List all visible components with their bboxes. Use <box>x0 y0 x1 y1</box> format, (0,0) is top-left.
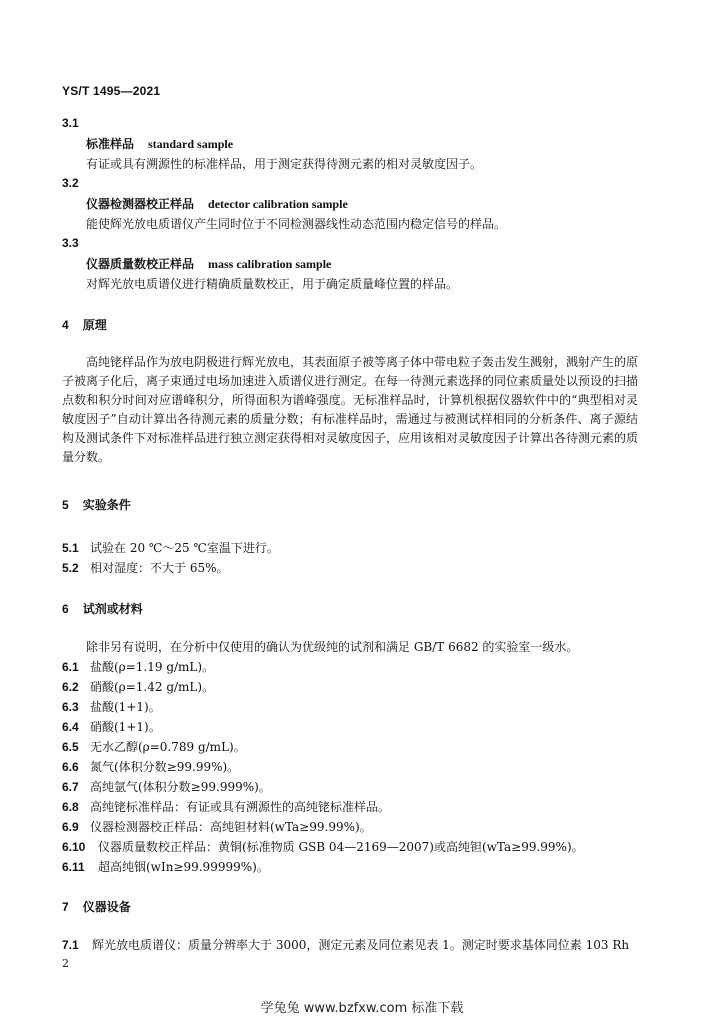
term-number: 3.1 <box>62 116 79 130</box>
standard-number-header: YS/T 1495—2021 <box>62 84 161 98</box>
section-number: 4 <box>62 318 69 332</box>
item-number: 6.9 <box>62 820 79 834</box>
term-en: mass calibration sample <box>208 257 332 271</box>
item-text: 仪器检测器校正样品：高纯钽材料(wTa≥99.99%)。 <box>90 820 372 834</box>
item-text: 超高纯铟(wIn≥99.99999%)。 <box>98 860 269 874</box>
term-en: detector calibration sample <box>208 197 348 211</box>
section-number: 6 <box>62 602 69 616</box>
list-item <box>62 758 239 775</box>
section-intro: 除非另有说明，在分析中仅使用的确认为优级纯的试剂和满足 GB/T 6682 的实验室一级水。 <box>86 640 579 654</box>
item-number: 6.4 <box>62 720 79 734</box>
list-item <box>62 698 161 715</box>
item-number: 5.1 <box>62 541 79 555</box>
list-item <box>62 798 390 815</box>
item-text: 硝酸(ρ=1.42 g/mL)。 <box>90 680 215 694</box>
item-text: 高纯铑标准样品：有证或具有溯源性的高纯铑标准样品。 <box>90 800 391 814</box>
section-number: 5 <box>62 498 69 512</box>
item-number: 6.6 <box>62 760 79 774</box>
section-heading <box>62 496 131 513</box>
page-number: 2 <box>62 957 69 970</box>
item-number: 6.2 <box>62 680 79 694</box>
item-text: 试验在 20 ℃～25 ℃室温下进行。 <box>90 541 279 555</box>
list-item <box>62 818 372 835</box>
list-item <box>62 658 214 675</box>
item-text: 辉光放电质谱仪：质量分辨率大于 3000，测定元素及同位素见表 1。测定时要求基体同位素 103 Rh <box>92 938 630 952</box>
item-number: 6.5 <box>62 740 79 754</box>
item-number: 7.1 <box>62 938 79 952</box>
item-number: 6.7 <box>62 780 79 794</box>
section-title: 试剂或材料 <box>82 602 143 616</box>
term-cn: 仪器检测器校正样品 <box>86 197 195 211</box>
term-title <box>86 135 233 152</box>
list-item <box>62 838 584 855</box>
list-item <box>62 718 161 735</box>
list-item <box>62 738 246 755</box>
term-definition: 能使辉光放电质谱仪产生同时位于不同检测器线性动态范围内稳定信号的样品。 <box>86 217 507 231</box>
item-text: 无水乙醇(ρ=0.789 g/mL)。 <box>90 740 246 754</box>
principle-paragraph: 高纯铑样品作为放电阴极进行辉光放电，其表面原子被等离子体中带电粒子轰击发生溅射，溅射产生的原子被离子化后，离子束通过电场加速进入质谱仪进行测定。在每一待测元素选择的同位素质量处以预设的扫描点数和积分时间对应谱峰积分，所得面积为谱峰强度。无标准样品时，计算机根据仪器软件中的“典型相对灵敏度因子”自动计算出各待测元素的质量分数；有标准样品时，需通过与被测试样相同的分析条件、离子源结构及测试条件下对标准样品进行独立测定获得相对灵敏度因子，应用该相对灵敏度因子计算出各待测元素的质量分数。 <box>62 355 639 464</box>
term-number: 3.2 <box>62 176 79 190</box>
section-heading <box>62 898 131 915</box>
section-heading <box>62 600 143 617</box>
item-number: 6.1 <box>62 660 79 674</box>
item-text: 盐酸(1+1)。 <box>90 700 161 714</box>
item-text: 相对湿度：不大于 65%。 <box>90 561 229 575</box>
item-text: 盐酸(ρ=1.19 g/mL)。 <box>90 660 215 674</box>
list-item <box>62 559 229 576</box>
term-title <box>86 195 348 212</box>
item-number: 5.2 <box>62 561 79 575</box>
section-title: 实验条件 <box>82 498 131 512</box>
footer-watermark: 学兔兔 www.bzfxw.com 标准下载 <box>260 1001 464 1016</box>
list-item <box>62 539 279 556</box>
item-number: 6.3 <box>62 700 79 714</box>
term-cn: 仪器质量数校正样品 <box>86 257 195 271</box>
term-definition: 有证或具有溯源性的标准样品，用于测定获得待测元素的相对灵敏度因子。 <box>86 157 483 171</box>
list-item <box>62 936 629 953</box>
list-item <box>62 778 271 795</box>
section-title: 仪器设备 <box>82 900 131 914</box>
item-text: 高纯氩气(体积分数≥99.999%)。 <box>90 780 271 794</box>
term-number: 3.3 <box>62 236 79 250</box>
term-title <box>86 255 331 272</box>
item-number: 6.10 <box>62 840 86 854</box>
section-title: 原理 <box>82 318 107 332</box>
item-number: 6.11 <box>62 860 85 874</box>
item-text: 氮气(体积分数≥99.99%)。 <box>90 760 240 774</box>
item-text: 仪器质量数校正样品：黄铜(标准物质 GSB 04—2169—2007)或高纯钽(wTa≥99.99%)。 <box>98 840 584 854</box>
list-item <box>62 858 269 875</box>
term-en: standard sample <box>148 137 234 151</box>
item-number: 6.8 <box>62 800 79 814</box>
section-heading <box>62 316 107 333</box>
list-item <box>62 678 214 695</box>
item-text: 硝酸(1+1)。 <box>90 720 161 734</box>
term-definition: 对辉光放电质谱仪进行精确质量数校正，用于确定质量峰位置的样品。 <box>86 277 459 291</box>
term-cn: 标准样品 <box>86 137 135 151</box>
section-number: 7 <box>62 900 69 914</box>
